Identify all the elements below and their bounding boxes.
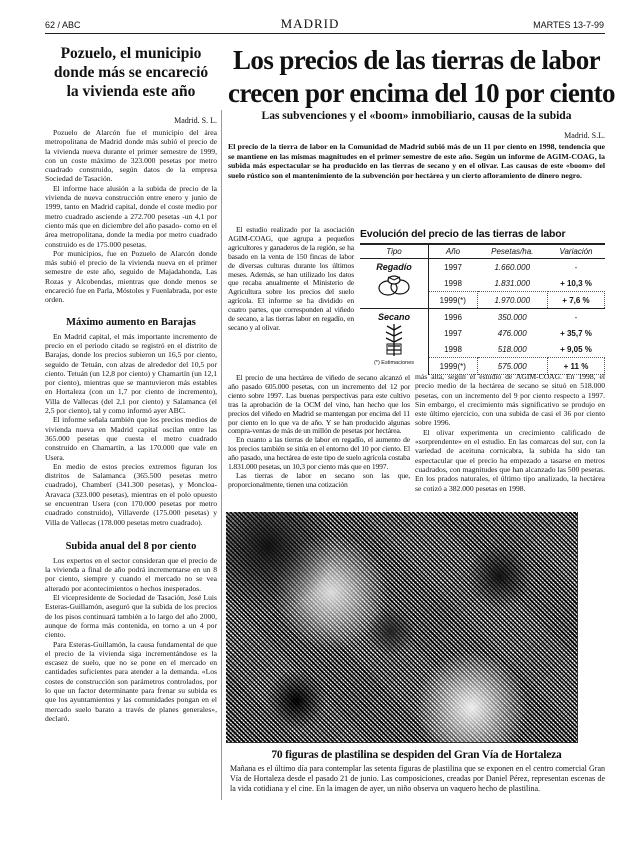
price-cell: 350.000 <box>497 312 527 322</box>
headline-line: la vivienda este año <box>66 83 196 100</box>
main-col1-bottom <box>228 374 410 490</box>
paragraph: Las tierras de labor en secano son las que, proporcionalmente, tienen una cotización <box>228 470 410 489</box>
year-cell: 1999(*) <box>429 358 478 375</box>
headline-line: donde más se encareció <box>53 64 209 81</box>
paragraph: El vicepresidente de Sociedad de Tasación, José Luis Esteras-Guillamón, aseguró que la subida de los precios de los pisos continuará también a lo largo del año 2000, aunque de forma más contenida, en torno a un 4 por ciento. <box>45 593 217 640</box>
main-byline: Madrid. S.L. <box>564 131 605 140</box>
plasticine-figures-photo <box>226 512 578 743</box>
main-subtitle: Las subvenciones y el «boom» inmobiliario, causas de la subida <box>261 110 572 122</box>
issue-date: MARTES 13-7-99 <box>533 20 604 30</box>
tomatoes-icon <box>374 272 414 298</box>
table-title: Evolución del precio de las tierras de labor <box>360 228 566 240</box>
change-cell: - <box>574 262 578 272</box>
left-body-1 <box>45 128 217 305</box>
paragraph: En cuanto a las tierras de labor en regadío, el aumento de los precios también se sitúa en el entorno del 10 por ciento. El año pasado, una hectárea de este tipo de suelo agrícola costaba 1.831.000 pesetas, un 10,3 por ciento más que en 1997. <box>228 435 410 472</box>
price-cell: 1.660.000 <box>494 262 531 272</box>
table-row <box>360 309 605 326</box>
page-number: 62 / ABC <box>45 20 81 30</box>
left-headline <box>45 44 217 101</box>
left-article <box>45 44 217 723</box>
paragraph: El precio de una hectárea de viñedo de secano alcanzó el año pasado 605.000 pesetas, con un incremento del 12 por ciento sobre 1997. Las buenas perspectivas para este cultivo tras la aprobación de la OCM del vino, han hecho que los precios del viñedo en Madrid se mantengan por encima del 11 por ciento en lo que va de año. Y se han producido algunas compra-ventas de más de un millón de pesetas por hectárea. <box>228 373 410 436</box>
price-cell: 1.970.000 <box>477 292 547 309</box>
main-col2 <box>415 372 605 507</box>
paragraph: El informe señala también que los precios medios de vivienda nueva en Madrid capital oscilan entre las 365.000 pesetas que cuesta el metro cuadrado construido en Chamartín, a las 170.000 que vale en Usera. <box>45 415 217 462</box>
table-footnote: (*) Estimaciones <box>373 360 415 366</box>
column-header: Pesetas/ha. <box>477 245 547 259</box>
paragraph: El estudio realizado por la asociación AGIM-COAG, que agrupa a pequeños agricultores y ganaderos de la región, se ha basado en la venta de 150 fincas de labor de diversas culturas durante los últimos meses. Además, se han utilizado los datos que recaba anualmente el Ministerio de Agricultura sobre los precios del suelo agrícola. El informe se ha dividido en cuatro partes, que corresponden al viñedo de secano, a las tierras labor en regadío, en secano y al olivar. <box>228 225 354 332</box>
left-body-2 <box>45 332 217 527</box>
change-cell: + 7,6 % <box>547 292 604 309</box>
paragraph: Por municipios, fue en Pozuelo de Alarcón donde más subió el precio de la vivienda nueva en el primer semestre de este año, seguido de Majadahonda, Las Rozas y Alcobendas, mientras que donde menos se encareció fue en Parla, Móstoles y Fuenlabrada, por este orden. <box>45 248 217 305</box>
subhead-subida: Subida anual del 8 por ciento <box>65 540 197 552</box>
left-body-3 <box>45 556 217 723</box>
type-label: Secano <box>377 312 410 322</box>
year-cell: 1998 <box>444 278 462 288</box>
wheat-icon <box>379 322 409 358</box>
price-cell: 476.000 <box>497 328 527 338</box>
year-cell: 1997 <box>444 328 462 338</box>
price-cell: 1.831.000 <box>494 278 531 288</box>
year-cell: 1999(*) <box>429 292 478 309</box>
column-header: Año <box>429 245 478 259</box>
subhead-barajas: Máximo aumento en Barajas <box>66 316 196 328</box>
year-cell: 1997 <box>444 262 462 272</box>
headline-line: crecen por encima del 10 por ciento <box>228 78 615 108</box>
caption-title: 70 figuras de plastilina se despiden del Gran Vía de Hortaleza <box>271 749 562 761</box>
change-cell: - <box>574 312 578 322</box>
headline-line: Pozuelo, el municipio <box>60 45 202 62</box>
main-lead: El precio de la tierra de labor en la Comunidad de Madrid subió más de un 11 por ciento en 1998, tendencia que se mantiene en las mismas magnitudes en el primer semestre de este año. Según un informe de AGIM-COAG, la subida más espectacular se ha producido en las tierras de secano y en el olivar. Las causas de este «boom» del suelo rústico son el mantenimiento de la subvención por hectárea y un cierto afloramiento de dinero negro. <box>228 142 605 180</box>
price-table-box <box>360 228 605 375</box>
year-cell: 1996 <box>444 312 462 322</box>
price-table <box>360 245 605 375</box>
left-byline: Madrid. S. L. <box>174 116 217 125</box>
change-cell: + 10,3 % <box>560 278 592 288</box>
column-divider <box>221 110 222 800</box>
price-cell: 575.000 <box>477 358 547 375</box>
type-label: Regadío <box>376 262 412 272</box>
main-col1-top <box>228 226 354 333</box>
paragraph: En Madrid capital, el más importante incremento de precio en el periodo citado se registró en el distrito de Barajas, donde los precios subieron un 16,5 por ciento, seguido de Tetuán, con alzas de alrededor del 10,5 por ciento. Tetuán (un 12,8 por ciento) y Chamartín (un 12,1 por ciento), mientras que se mantuvieron más estables en Hortaleza (con un 1,7 por ciento de incremento), Villa de Vallecas (del 2,1 por ciento) y Salamanca (el 2,5 por ciento), tal y como informó ayer ABC. <box>45 331 217 416</box>
type-cell-regadio <box>360 259 429 309</box>
paragraph: El informe hace alusión a la subida de precio de la vivienda de nueva construcción entre enero y junio de 1999, tanto en Madrid capital, donde el coste medio por metro cuadrado asciende a 272.700 pesetas -un 4,1 por ciento más que en diciembre del año pasado- como en el área metropolitana, donde la media por metro cuadrado construido es de 175.000 pesetas. <box>45 183 217 249</box>
paragraph: Los expertos en el sector consideran que el precio de la vivienda a final de año podrá incrementarse en un 8 por ciento, siempre y cuando el mercado no se vea alterado por acontecimientos o hechos inesperados. <box>45 555 217 593</box>
change-cell: + 11 % <box>547 358 604 375</box>
type-cell-secano <box>360 309 429 375</box>
main-headline <box>228 44 615 110</box>
price-cell: 518.000 <box>497 344 527 354</box>
year-cell: 1998 <box>444 344 462 354</box>
paragraph: más alta, según el estudio de AGIM-COAG. En 1998, el precio medio de la hectárea de secano se situó en 518.000 pesetas, con un incremento del 9 por ciento respecto a 1997. Sin embargo, el crecimiento más significativo se produjo en este último ejercicio, con una subida de casi el 36 por ciento sobre 1996. <box>415 372 605 428</box>
table-header-row <box>360 245 605 259</box>
headline-line: Los precios de las tierras de labor <box>233 45 600 75</box>
header-rule <box>45 33 605 34</box>
column-header: Tipo <box>360 245 429 259</box>
paragraph: Para Esteras-Guillamón, la causa fundamental de que el precio de la vivienda siga incrementándose es la escasez de suelo, que no se pone en el mercado en cantidades suficientes para atender a la demanda. «Los costes de construcción son parámetros controlados, por lo que un factor determinante para frenar su subida es que los ayuntamientos y las comunidades pongan en el mercado suelo barato a través de planes generales», declaró. <box>45 639 217 723</box>
section-title: MADRID <box>280 16 340 31</box>
paragraph: El olivar experimenta un crecimiento calificado de «sorprendente» en el estudio. En las comarcas del sur, con la variedad de aceituna cornicabra, la subida ha sido tan espectacular que el precio ha empezado a tasarse en metros cuadrados, con magnitudes que han alcanzado las 500 pesetas. En los prados naturales, el último tipo analizado, la hectárea se cotizó a 382.000 pesetas en 1998. <box>415 427 605 493</box>
caption-text: Mañana es el último día para contemplar las setenta figuras de plastilina que se exponen en el centro comercial Gran Vía de Hortaleza desde el pasado 21 de junio. Las composiciones, creadas por Daniel Pérez, representan escenas de la vida cotidiana y el cine. En la imagen de ayer, un niño observa un vaquero hecho de plastilina. <box>230 764 605 793</box>
change-cell: + 35,7 % <box>560 328 592 338</box>
change-cell: + 9,05 % <box>560 344 592 354</box>
column-header: Variación <box>547 245 604 259</box>
paragraph: Pozuelo de Alarcón fue el municipio del área metropolitana de Madrid donde más subió el precio de la vivienda nueva durante el primer semestre de 1999, con un coste máximo de 323.000 pesetas por metro cuadrado construido, según datos de la empresa Sociedad de Tasación. <box>45 128 217 184</box>
table-row <box>360 259 605 276</box>
paragraph: En medio de estos precios extremos figuran los distritos de Salamanca (365.500 pesetas metro cuadrado), Chamberí (341.300 pesetas), y Moncloa-Aravaca (323.000 pesetas), mientras en el polo opuesto se encuentran Usera (con 170.000 pesetas por metro cuadrado construido), Villaverde (175.000 pesetas) y Villa de Vallecas (178.000 pesetas metro cuadrado). <box>45 461 217 527</box>
